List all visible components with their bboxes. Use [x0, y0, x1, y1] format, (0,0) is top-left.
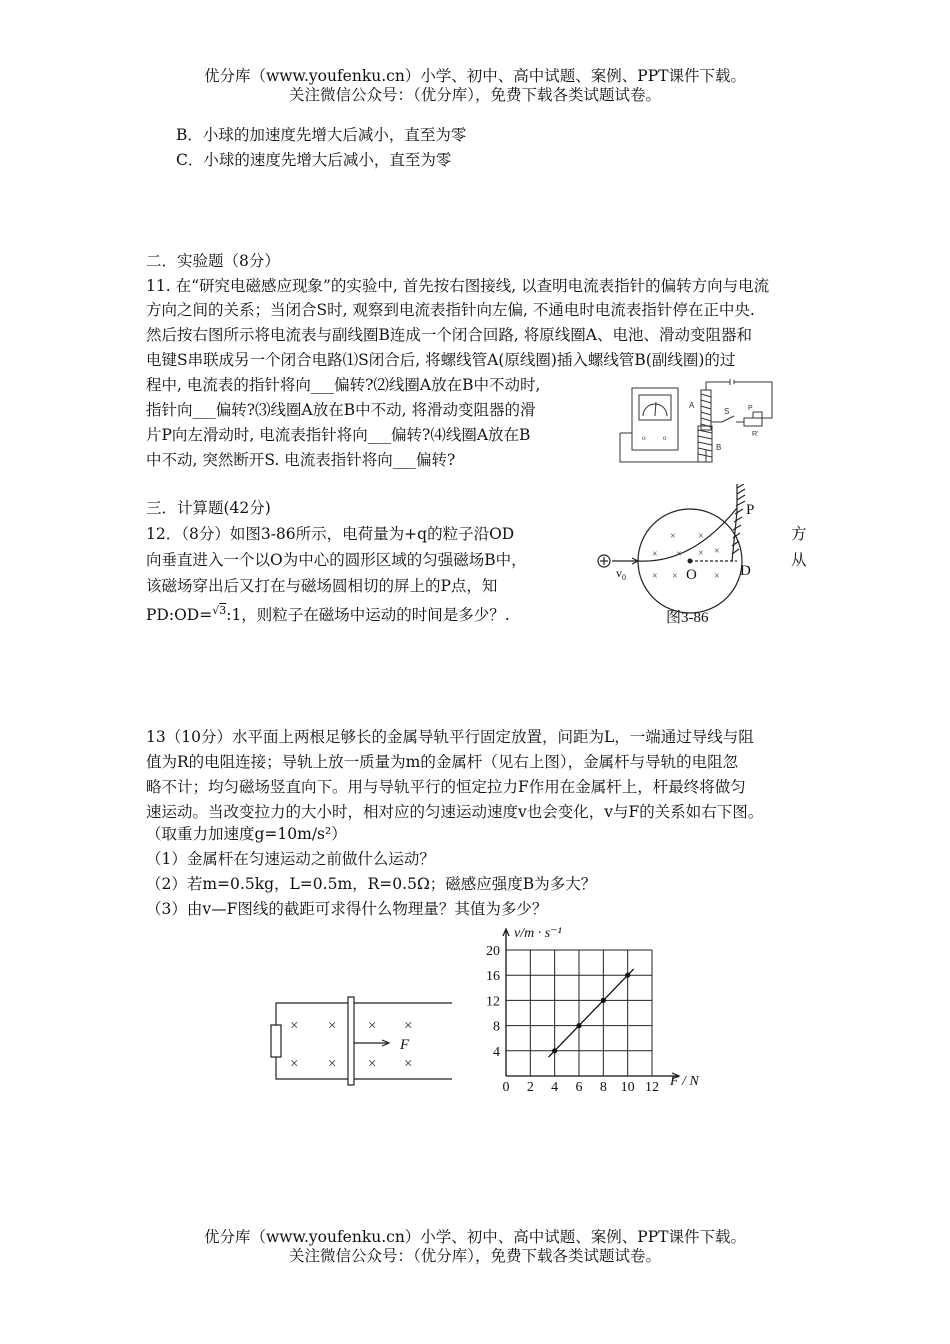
q12-question: :1，则粒子在磁场中运动的时间是多少？.: [226, 606, 510, 624]
svg-text:×: ×: [328, 1018, 337, 1034]
circuit-diagram: [612, 378, 787, 468]
svg-text:×: ×: [672, 571, 678, 582]
fig-label-v: $v_0$: [616, 566, 626, 582]
section-3-title: 三．计算题(42分): [146, 499, 271, 517]
section-2-title: 二．实验题（8分）: [146, 252, 280, 270]
q11-line-5: 程中, 电流表的指针将向___偏转?⑵线圈A放在B中不动时,: [146, 376, 541, 394]
figure-3-86: [592, 484, 772, 630]
circuit-label-r: R': [752, 431, 759, 438]
data-point: [601, 998, 606, 1003]
x-tick-label: 2: [526, 1080, 534, 1092]
option-b: B．小球的加速度先增大后减小，直至为零: [176, 126, 467, 144]
x-tick-label: 6: [575, 1080, 583, 1092]
svg-text:×: ×: [652, 571, 658, 582]
q12-line-3: 该磁场穿出后又打在与磁场圆相切的屏上的P点，知: [146, 577, 498, 595]
q12-line-4: PD:OD=$^{√3}$:1，则粒子在磁场中运动的时间是多少？.: [146, 604, 510, 624]
q11-line-3: 然后按右图所示将电流表与副线圈B连成一个闭合回路, 将原线圈A、电池、滑动变阻器和: [146, 326, 752, 344]
footer-line-1: 优分库（www.youfenku.cn）小学、初中、高中试题、案例、PPT课件下载。: [203, 1228, 747, 1246]
svg-text:o: o: [663, 434, 667, 442]
force-label: F: [400, 1037, 410, 1053]
x-tick-label: 4: [551, 1080, 559, 1092]
fig-label-d: D: [740, 563, 751, 579]
q13-line-1: 13（10分）水平面上两根足够长的金属导轨平行固定放置，问距为L，一端通过导线与阻: [146, 728, 754, 746]
chart-grid: [506, 950, 652, 1076]
q11-line-7: 片P向左滑动时, 电流表指针将向___偏转?⑷线圈A放在B: [146, 426, 531, 444]
svg-text:×: ×: [698, 548, 704, 559]
svg-text:×: ×: [652, 549, 658, 560]
q13-sub-3: （3）由v—F图线的截距可求得什么物理量？其值为多少？: [146, 900, 548, 918]
circuit-label-a: A: [689, 401, 695, 410]
x-axis-label: F / N: [670, 1074, 699, 1089]
y-tick-label: 8: [493, 1019, 500, 1035]
q11-line-2: 方向之间的关系；当闭合S时, 观察到电流表指针向左偏, 不通电时电流表指针停在正中央.: [146, 301, 755, 319]
q13-line-4: 速运动。当改变拉力的大小时，相对应的匀速运动速度v也会变化，v与F的关系如右下图。: [146, 803, 764, 821]
q12-line-1-tail: 方: [791, 525, 807, 543]
svg-text:×: ×: [368, 1018, 377, 1034]
svg-text:×: ×: [676, 549, 682, 560]
svg-text:×: ×: [698, 531, 704, 542]
x-tick-label: 10: [620, 1080, 635, 1092]
q13-sub-1: （1）金属杆在匀速运动之前做什么运动？: [146, 850, 435, 868]
svg-text:×: ×: [404, 1056, 413, 1072]
data-point: [625, 973, 630, 978]
circuit-label-s: S: [724, 407, 730, 416]
fig-label-p: P: [746, 502, 755, 518]
q13-line-3: 略不计；均匀磁场竖直向下。用与导轨平行的恒定拉力F作用在金属杆上，杆最终将做匀: [146, 778, 746, 796]
q13-sub-2: （2）若m=0.5kg，L=0.5m，R=0.5Ω；磁感应强度B为多大？: [146, 875, 597, 893]
x-tick-label: 12: [645, 1080, 659, 1092]
header-line-2: 关注微信公众号：（优分库），免费下载各类试题试卷。: [288, 86, 661, 104]
svg-text:×: ×: [714, 571, 720, 582]
q11-line-8: 中不动, 突然断开S. 电流表指针将向___偏转?: [146, 451, 456, 469]
svg-text:×: ×: [714, 546, 720, 557]
chart-series: [549, 969, 634, 1057]
q11-line-4: 电键S串联成另一个闭合电路⑴S闭合后, 将螺线管A(原线圈)插入螺线管B(副线圈)的过: [146, 351, 736, 369]
q13-line-2: 值为R的电阻连接；导轨上放一质量为m的金属杆（见右上图），金属杆与导轨的电阻忽: [146, 753, 739, 771]
q13-line-5: （取重力加速度g=10m/s²）: [146, 825, 347, 843]
svg-text:o: o: [642, 434, 646, 442]
y-tick-label: 4: [493, 1044, 500, 1060]
q11-line-1: 11. 在“研究电磁感应现象”的实验中, 首先按右图接线, 以查明电流表指针的偏转方向与电流: [146, 277, 770, 295]
series-line: [549, 969, 634, 1057]
y-axis-label: v/m · s⁻¹: [514, 926, 562, 941]
y-tick-label: 16: [486, 969, 500, 985]
footer-line-2: 关注微信公众号：（优分库），免费下载各类试题试卷。: [288, 1247, 661, 1265]
q12-line-2-tail: 从: [791, 551, 807, 569]
header-line-1: 优分库（www.youfenku.cn）小学、初中、高中试题、案例、PPT课件下载。: [203, 67, 747, 85]
sqrt-argument: 3: [219, 604, 227, 617]
circuit-label-p: P: [748, 405, 753, 412]
data-point: [552, 1048, 557, 1053]
svg-text:×: ×: [404, 1018, 413, 1034]
svg-text:×: ×: [290, 1056, 299, 1072]
svg-text:×: ×: [328, 1056, 337, 1072]
svg-text:×: ×: [670, 531, 676, 542]
q11-line-6: 指针向___偏转?⑶线圈A放在B中不动, 将滑动变阻器的滑: [146, 401, 536, 419]
q12-ratio-label: PD:OD=: [146, 606, 213, 624]
figure-caption: 图3-86: [666, 610, 709, 626]
svg-text:×: ×: [290, 1018, 299, 1034]
data-point: [576, 1023, 581, 1028]
x-tick-label: 0: [502, 1080, 510, 1092]
v-f-chart: [470, 922, 730, 1092]
y-tick-label: 12: [486, 994, 500, 1010]
fig-label-o: O: [686, 567, 697, 583]
rail-figure: [266, 995, 458, 1087]
chart-ticks: [486, 944, 659, 1092]
circuit-label-b: B: [716, 443, 722, 452]
svg-text:×: ×: [368, 1056, 377, 1072]
x-tick-label: 8: [599, 1080, 607, 1092]
chart-axes: [503, 929, 679, 1079]
q12-line-2: 向垂直进入一个以O为中心的圆形区域的匀强磁场B中，: [146, 551, 527, 569]
option-c: C．小球的速度先增大后减小，直至为零: [176, 151, 452, 169]
q12-line-1: 12．（8分）如图3-86所示，电荷量为+q的粒子沿OD: [146, 525, 515, 543]
y-tick-label: 20: [486, 944, 500, 959]
